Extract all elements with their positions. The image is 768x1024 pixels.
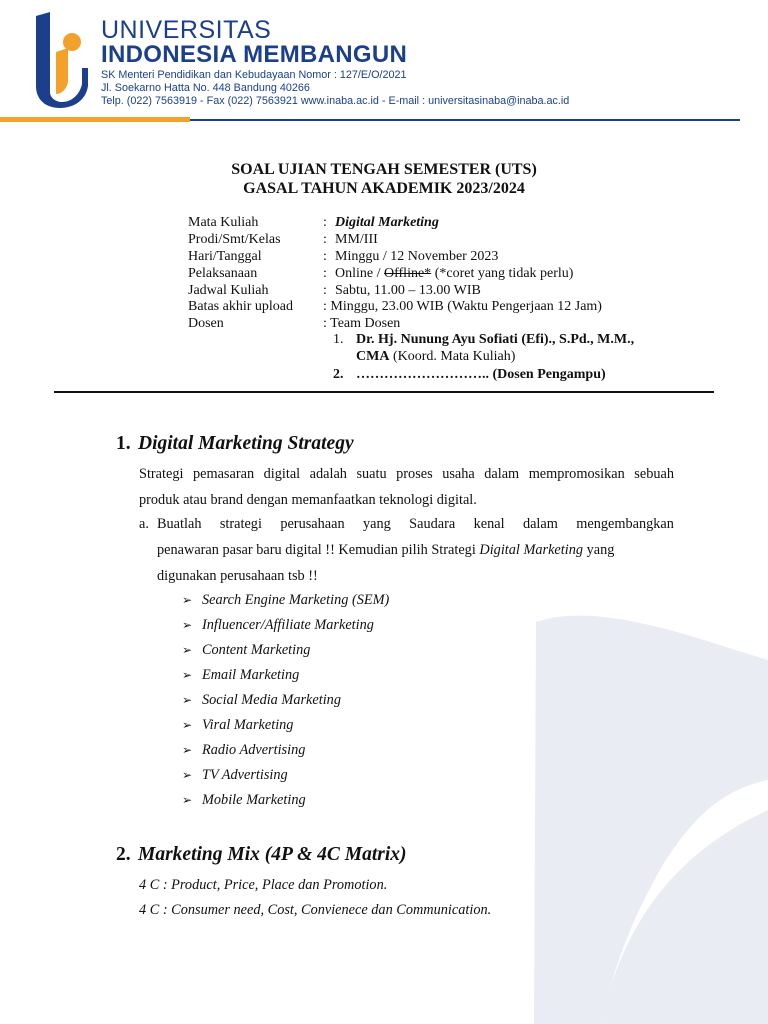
arrow-bullet-icon: ➢	[182, 718, 193, 732]
info-value: Minggu / 12 November 2023	[335, 249, 499, 264]
info-value-note: (*coret yang tidak perlu)	[431, 266, 574, 281]
info-row-jadwal: Jadwal Kuliah : Sabtu, 11.00 – 13.00 WIB	[188, 283, 481, 298]
dosen-name: ……………………….. (Dosen Pengampu)	[356, 367, 606, 382]
contact-text: Telp. (022) 7563919 - Fax (022) 7563921 www.inaba.ac.id - E-mail : universitasinaba@inaba.ac.id	[101, 95, 570, 107]
section-1-intro-line1: Strategi pemasaran digital adalah suatu proses usaha dalam mempromosikan sebuah	[139, 466, 674, 482]
strategy-item	[182, 643, 310, 657]
list-number: 2.	[333, 367, 344, 382]
arrow-bullet-icon: ➢	[182, 668, 193, 682]
text: yang	[583, 542, 615, 558]
word: dalam	[522, 516, 558, 532]
info-label: Jadwal Kuliah	[188, 283, 269, 298]
strategy-item	[182, 768, 288, 782]
dosen-role: (Koord. Mata Kuliah)	[389, 349, 516, 364]
university-name-line2: INDONESIA MEMBANGUN	[101, 41, 408, 68]
section-1-heading	[116, 434, 354, 454]
info-value: : Minggu, 23.00 WIB (Waktu Pengerjaan 12 Jam)	[323, 299, 602, 314]
word: yang	[363, 516, 391, 532]
list-number: 1.	[333, 332, 344, 347]
section-title: Digital Marketing Strategy	[138, 433, 354, 454]
word: Saudara	[409, 516, 456, 532]
section-title: Marketing Mix (4P & 4C Matrix)	[138, 844, 407, 865]
address-text: Jl. Soekarno Hatta No. 448 Bandung 40266	[101, 82, 310, 94]
question-line3: digunakan perusahaan tsb !!	[157, 568, 318, 584]
strategy-label: Mobile Marketing	[202, 792, 306, 808]
info-row-mata-kuliah: Mata Kuliah : Digital Marketing	[188, 215, 439, 230]
strategy-label: Content Marketing	[202, 642, 311, 658]
question-label: a.	[139, 516, 149, 532]
arrow-bullet-icon: ➢	[182, 643, 193, 657]
strategy-label: Radio Advertising	[202, 742, 306, 758]
dosen-name: Dr. Hj. Nunung Ayu Sofiati (Efi)., S.Pd., M.M.,	[356, 332, 635, 347]
university-name-line1: UNIVERSITAS	[101, 16, 272, 44]
text: penawaran pasar baru digital !! Kemudian pilih Strategi	[157, 542, 480, 558]
strategy-item	[182, 718, 293, 732]
info-label: Mata Kuliah	[188, 215, 259, 230]
question-line2	[157, 543, 614, 557]
word: kenal	[473, 516, 505, 532]
strategy-item	[182, 793, 306, 807]
info-label: Batas akhir upload	[188, 299, 293, 314]
strategy-item	[182, 593, 389, 607]
strategy-item	[182, 618, 374, 632]
arrow-bullet-icon: ➢	[182, 743, 193, 757]
word: strategi	[219, 516, 262, 532]
info-value: MM/III	[335, 232, 378, 247]
strategy-item	[182, 693, 341, 707]
info-label: Pelaksanaan	[188, 266, 258, 281]
info-value: Digital Marketing	[335, 215, 439, 230]
strategy-label: Email Marketing	[202, 667, 300, 683]
dosen-item-1-cont	[356, 349, 515, 365]
info-label: Hari/Tanggal	[188, 249, 262, 264]
letterhead-navy-bar	[190, 119, 740, 121]
arrow-bullet-icon: ➢	[182, 768, 193, 782]
strategy-item	[182, 668, 299, 682]
info-row-dosen	[188, 316, 400, 332]
info-value-struck: Offline*	[384, 266, 432, 281]
letterhead-orange-bar	[0, 117, 190, 122]
word: perusahaan	[280, 516, 345, 532]
info-value: : Team Dosen	[323, 316, 401, 331]
exam-title: SOAL UJIAN TENGAH SEMESTER (UTS)	[231, 161, 537, 178]
word: mengembangkan	[576, 516, 674, 532]
dosen-item-1	[333, 332, 634, 348]
exam-subtitle: GASAL TAHUN AKADEMIK 2023/2024	[243, 180, 525, 197]
strategy-label: Viral Marketing	[202, 717, 294, 733]
header-divider	[54, 391, 714, 393]
word: Buatlah	[157, 516, 202, 532]
section-number: 1.	[116, 433, 131, 454]
strategy-label: Influencer/Affiliate Marketing	[202, 617, 374, 633]
arrow-bullet-icon: ➢	[182, 593, 193, 607]
info-row-batas	[188, 299, 602, 315]
decree-text: SK Menteri Pendidikan dan Kebudayaan Nomor : 127/E/O/2021	[101, 69, 407, 81]
info-row-pelaksanaan: Pelaksanaan : Online / Offline* (*coret yang tidak perlu)	[188, 266, 574, 281]
info-row-hari: Hari/Tanggal : Minggu / 12 November 2023	[188, 249, 499, 264]
question-line1	[157, 517, 674, 531]
text-italic: Digital Marketing	[479, 542, 584, 558]
section-2-heading	[116, 845, 407, 865]
section-2-line2: 4 C : Consumer need, Cost, Convienece dan Communication.	[139, 902, 492, 918]
info-label: Prodi/Smt/Kelas	[188, 232, 281, 247]
university-logo	[28, 12, 90, 108]
dosen-title: CMA	[356, 349, 390, 364]
info-value: Sabtu, 11.00 – 13.00 WIB	[335, 283, 481, 298]
section-number: 2.	[116, 844, 131, 865]
info-label: Dosen	[188, 316, 224, 331]
info-row-prodi: Prodi/Smt/Kelas : MM/III	[188, 232, 378, 247]
section-1-intro-line2: produk atau brand dengan memanfaatkan teknologi digital.	[139, 492, 477, 508]
arrow-bullet-icon: ➢	[182, 793, 193, 807]
info-value: Online /	[335, 266, 384, 281]
section-2-line1: 4 C : Product, Price, Place dan Promotion.	[139, 877, 388, 893]
strategy-label: Search Engine Marketing (SEM)	[202, 592, 390, 608]
arrow-bullet-icon: ➢	[182, 618, 193, 632]
dosen-item-2	[333, 367, 606, 383]
strategy-label: TV Advertising	[202, 767, 288, 783]
strategy-label: Social Media Marketing	[202, 692, 341, 708]
strategy-item	[182, 743, 305, 757]
arrow-bullet-icon: ➢	[182, 693, 193, 707]
